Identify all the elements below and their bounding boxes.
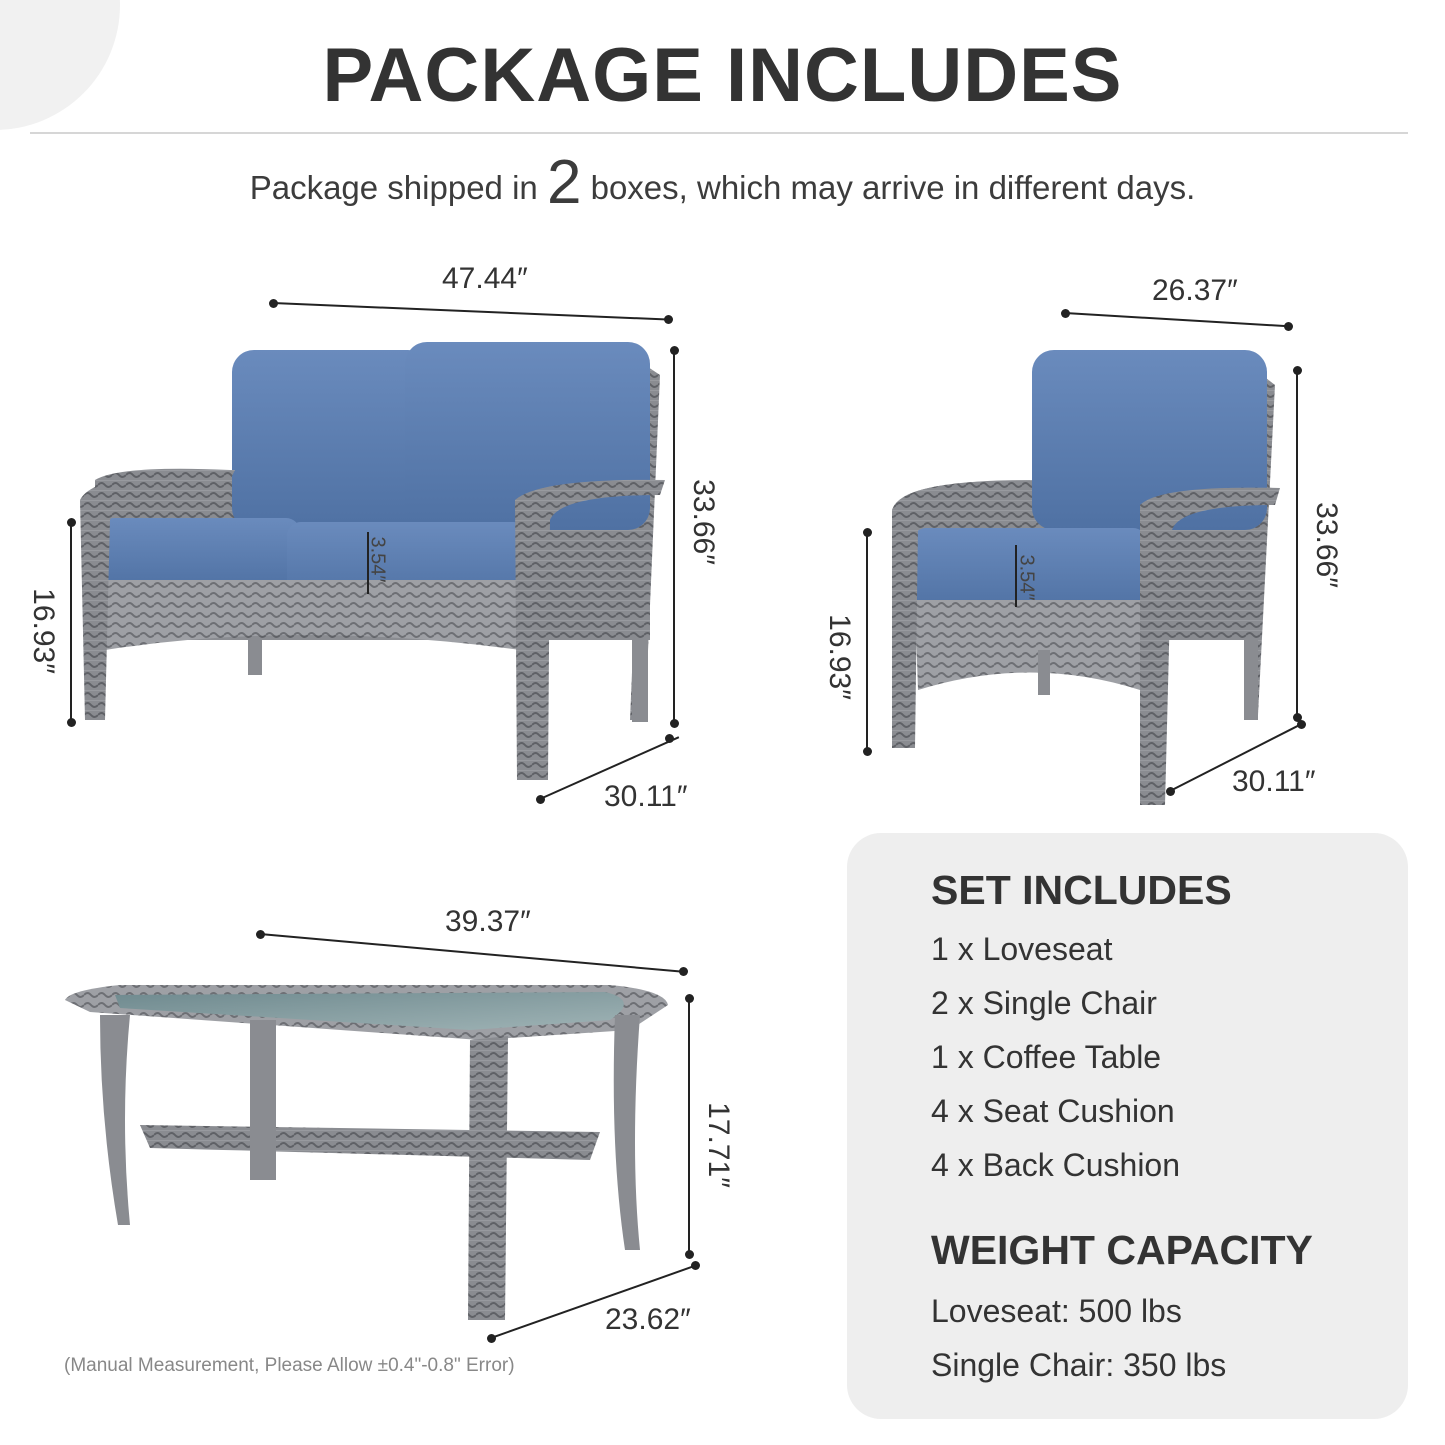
chair-seat-height-dot-bottom — [863, 747, 872, 756]
loveseat-seat-height-dot-bottom — [67, 718, 76, 727]
table-height-line — [688, 998, 690, 1254]
chair-height-label: 33.66″ — [1309, 502, 1343, 588]
weight-capacity-item: Loveseat: 500 lbs — [931, 1293, 1182, 1329]
set-includes-heading: SET INCLUDES — [931, 867, 1232, 913]
info-panel — [847, 833, 1408, 1419]
loveseat-seat-height-dot-top — [67, 518, 76, 527]
loveseat-depth-dot-start — [536, 795, 545, 804]
chair-seat-height-line — [866, 532, 868, 751]
loveseat-height-label: 33.66″ — [686, 479, 720, 565]
set-includes-item: 2 x Single Chair — [931, 985, 1157, 1021]
loveseat-cushion-label: 3.54″ — [366, 536, 389, 583]
chair-width-dot-end — [1284, 322, 1293, 331]
set-includes-item: 1 x Coffee Table — [931, 1039, 1162, 1075]
loveseat-height-line — [673, 350, 675, 723]
weight-capacity-heading: WEIGHT CAPACITY — [931, 1227, 1313, 1273]
loveseat-height-dot-bottom — [670, 719, 679, 728]
loveseat-depth-label: 30.11″ — [604, 780, 688, 813]
table-width-label: 39.37″ — [445, 905, 531, 938]
chair-cushion-label: 3.54″ — [1015, 554, 1038, 601]
chair-depth-dot-end — [1297, 720, 1306, 729]
set-includes-item: 4 x Back Cushion — [931, 1147, 1181, 1183]
table-height-dot-top — [685, 994, 694, 1003]
table-depth-label: 23.62″ — [605, 1303, 691, 1336]
loveseat-seat-height-label: 16.93″ — [26, 588, 60, 674]
table-height-label: 17.71″ — [701, 1102, 735, 1188]
chair-seat-height-label: 16.93″ — [822, 614, 856, 700]
chair-height-dot-top — [1293, 366, 1302, 375]
loveseat-width-dot-start — [269, 299, 278, 308]
chair-width-dot-start — [1061, 309, 1070, 318]
chair-illustration — [892, 350, 1280, 805]
table-depth-dot-start — [487, 1334, 496, 1343]
page-title: PACKAGE INCLUDES — [322, 33, 1123, 118]
loveseat-depth-dot-end — [665, 734, 674, 743]
loveseat-height-dot-top — [670, 346, 679, 355]
loveseat-width-dot-end — [664, 315, 673, 324]
weight-capacity-item: Single Chair: 350 lbs — [931, 1347, 1227, 1383]
loveseat-width-label: 47.44″ — [442, 262, 528, 295]
measurement-note: (Manual Measurement, Please Allow ±0.4"-0.8" Error) — [64, 1355, 515, 1376]
shipping-note-pre: Package shipped in — [249, 169, 538, 206]
chair-seat-height-dot-top — [863, 528, 872, 537]
coffee-table-illustration — [65, 985, 668, 1320]
table-height-dot-bottom — [685, 1250, 694, 1259]
table-width-dot-end — [679, 967, 688, 976]
chair-depth-dot-start — [1166, 787, 1175, 796]
chair-depth-label: 30.11″ — [1232, 765, 1316, 798]
table-width-dot-start — [256, 930, 265, 939]
chair-width-label: 26.37″ — [1152, 274, 1238, 307]
set-includes-item: 4 x Seat Cushion — [931, 1093, 1175, 1129]
table-depth-dot-end — [691, 1261, 700, 1270]
loveseat-seat-height-line — [70, 522, 72, 722]
box-count: 2 — [546, 148, 582, 217]
shipping-note-post: boxes, which may arrive in different days. — [590, 169, 1196, 206]
set-includes-item: 1 x Loveseat — [931, 931, 1113, 967]
chair-height-line — [1296, 370, 1298, 717]
